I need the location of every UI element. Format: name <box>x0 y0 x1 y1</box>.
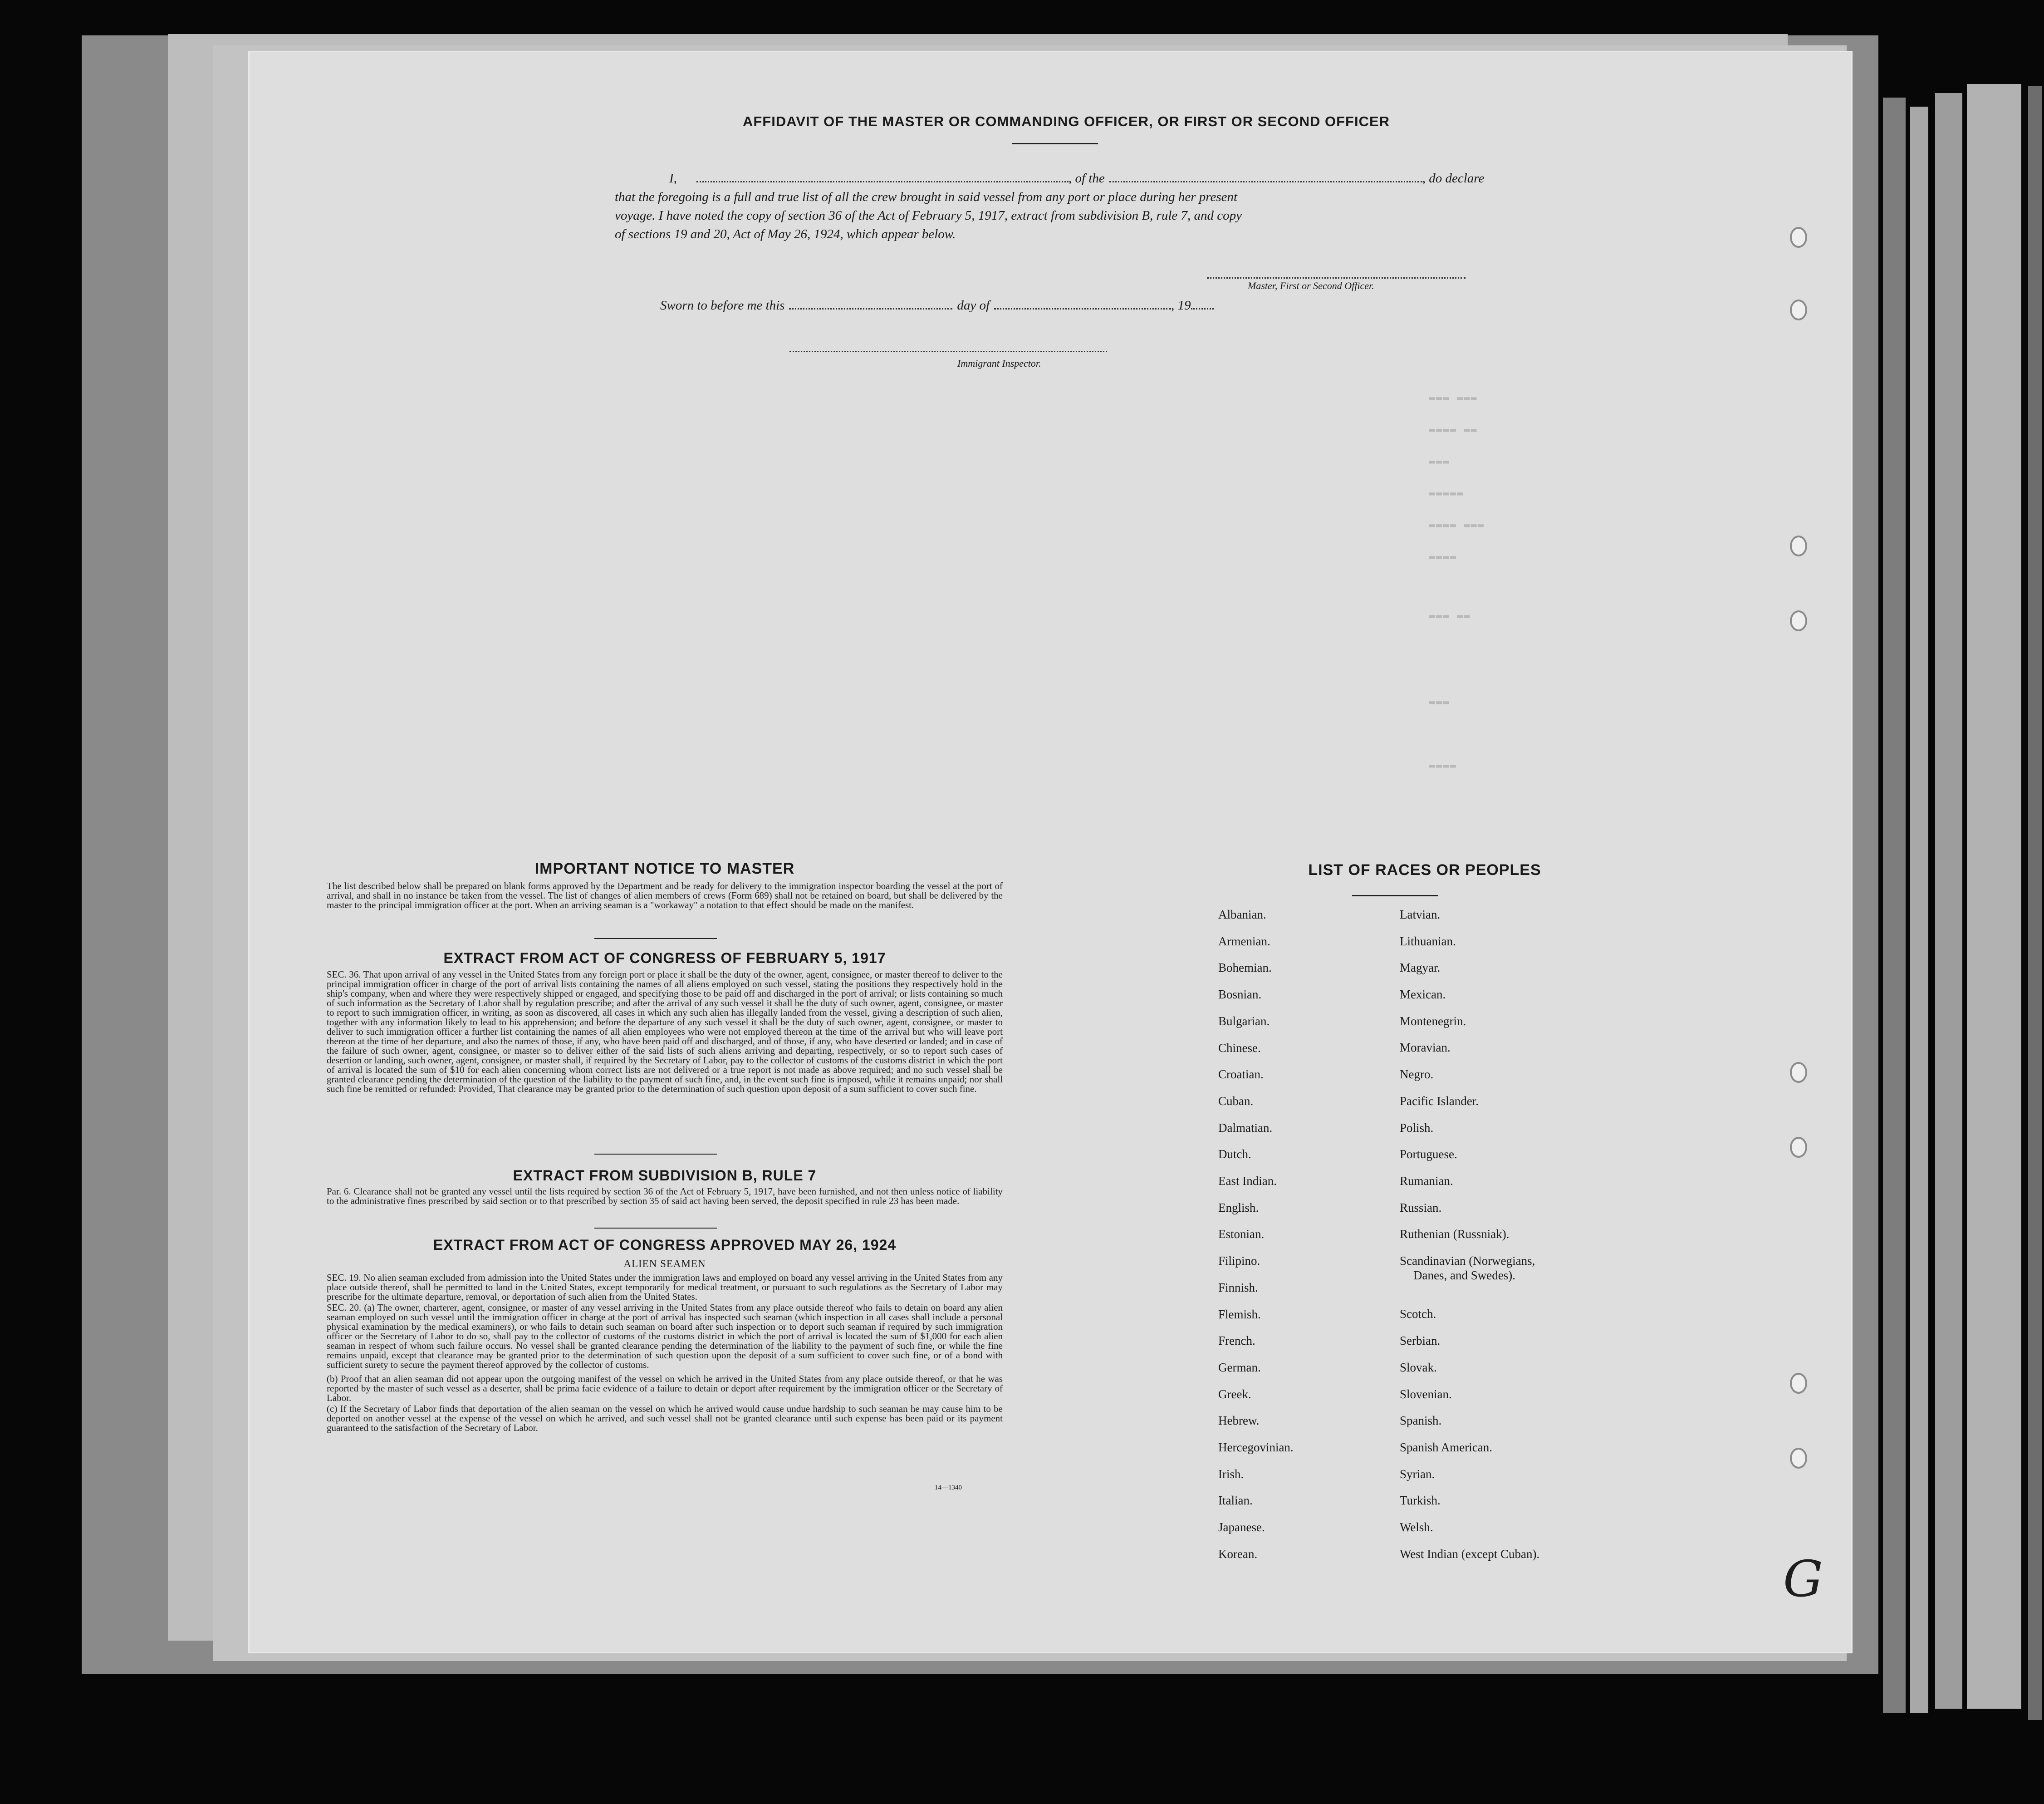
affidavit-of-the: , of the <box>1069 171 1105 186</box>
sworn-day-of: day of <box>957 298 990 313</box>
race-item: Lithuanian. <box>1400 934 1456 948</box>
punch-hole-icon <box>1790 1373 1807 1394</box>
master-signature-blank <box>1207 269 1466 279</box>
punch-hole-icon <box>1790 300 1807 320</box>
race-item: Finnish. <box>1218 1281 1258 1294</box>
punch-hole-icon <box>1790 227 1807 248</box>
race-item: Slovenian. <box>1400 1387 1452 1401</box>
race-item: Pacific Islander. <box>1400 1094 1479 1108</box>
race-item: Chinese. <box>1218 1041 1261 1055</box>
affidavit-title: AFFIDAVIT OF THE MASTER OR COMMANDING OFFICER, OR FIRST OR SECOND OFFICER <box>742 113 1390 129</box>
race-item: French. <box>1218 1334 1255 1347</box>
race-item: Montenegrin. <box>1400 1014 1466 1028</box>
race-item: Russian. <box>1400 1201 1442 1214</box>
subdivision-title: EXTRACT FROM SUBDIVISION B, RULE 7 <box>513 1167 817 1184</box>
extract-1924-title: EXTRACT FROM ACT OF CONGRESS APPROVED MAY 26, 1924 <box>433 1237 897 1253</box>
race-item: Irish. <box>1218 1467 1244 1481</box>
extract-1917-text: SEC. 36. That upon arrival of any vessel in the United States from any foreign port or place it shall be the duty of the owner, agent, consignee, or master thereof to deliver to the principal immigration officer in charge of the port of arrival lists containing the names of all aliens employed on such vessel, stating the positions they respectively hold in the ship's company, when and where they were respectively shipped or engaged, and specifying those to be paid off and discharged in the port of arrival; or lists containing so much of such information as the Secretary of Labor shall by regulation prescribe; and after the arrival of any such vessel it shall be the duty of such owner, agent, consignee, or master to report to such immigration officer, in writing, as soon as discovered, all cases in which any such alien has illegally landed from the vessel, giving a description of such alien, together with any information likely to lead to his apprehension; and before the departure of any such vessel it shall be the duty of such owner, agent, consignee, or master to deliver to such immigration officer a further list containing the names of all alien employees who were not employed thereon at the time of the arrival but who will leave port thereon at the time of her departure, and also the names of those, if any, who have been paid off and discharged, and of those, if any, who have deserted or landed; and in case of the failure of such owner, agent, consignee, or master so to deliver either of the said lists of such aliens arriving and departing, respectively, or so to report such cases of desertion or landing, such owner, agent, consignee, or master shall, if required by the Secretary of Labor, pay to the collector of customs of the customs district in which the port of arrival is located the sum of $10 for each alien concerning whom correct lists are not delivered or a true report is not made as above required; and no such vessel shall be granted clearance pending the determination of the question of the liability to the payment of such fine, and, in the event such fine is imposed, while it remains unpaid; nor shall such fine be remitted or refunded: Provided, That clearance may be granted prior to the determination of such question upon deposit of a sum sufficient to cover such fine. <box>327 969 1003 1094</box>
race-item: Dalmatian. <box>1218 1121 1273 1135</box>
bleed-through-mark: ▬▬▬ <box>1429 456 1450 467</box>
bleed-through-mark: ▬▬▬ ▬▬▬ <box>1429 393 1478 404</box>
binder-strip <box>2028 86 2042 1720</box>
bleed-through-mark: ▬▬▬▬ ▬▬▬ <box>1429 520 1485 531</box>
race-item: Cuban. <box>1218 1094 1254 1108</box>
section-rule <box>594 938 717 939</box>
form-number: 14—1340 <box>935 1484 962 1491</box>
document-page <box>250 52 1851 1652</box>
sec-20b-text: (b) Proof that an alien seaman did not appear upon the outgoing manifest of the vessel on which he arrived in the United States from any place outside thereof, or that he was reported by the master of such vessel as a deserter, shall be prima facie evidence of a failure to detain or deport after requirement by the immigration officer or the Secretary of Labor. <box>327 1373 1003 1403</box>
race-item: Ruthenian (Russniak). <box>1400 1227 1510 1241</box>
race-item: Polish. <box>1400 1121 1434 1135</box>
punch-hole-icon <box>1790 536 1807 556</box>
sec-19-text: SEC. 19. No alien seaman excluded from admission into the United States under the immigration laws and employed on board any vessel arriving in the United States from any place outside thereof, shall be permitted to land in the United States, except temporarily for medical treatment, or pursuant to such regulations as the Secretary of Labor may prescribe for the ultimate departure, removal, or deportation of such alien from the United States. <box>327 1272 1003 1302</box>
binder-strip <box>1935 93 1962 1709</box>
race-item: Moravian. <box>1400 1041 1451 1054</box>
race-item: Italian. <box>1218 1494 1253 1507</box>
bleed-through-mark: ▬▬▬▬ ▬▬ <box>1429 424 1478 436</box>
punch-hole-icon <box>1790 1448 1807 1469</box>
bleed-through-mark: ▬▬▬ ▬▬ <box>1429 610 1471 622</box>
extract-1917-title: EXTRACT FROM ACT OF CONGRESS OF FEBRUARY 5, 1917 <box>443 950 886 966</box>
notice-text: The list described below shall be prepared on blank forms approved by the Department and be ready for delivery to the immigration inspector boarding the vessel at the port of arrival, and shall in no instance be taken from the vessel. The list of changes of alien members of crews (Form 689) shall not be retained on board, but shall be delivered by the master to the principal immigration officer at the port. When an arriving seaman is a "workaway" a notation to that effect should be made on the manifest. <box>327 880 1003 910</box>
race-item: Rumanian. <box>1400 1174 1453 1188</box>
races-title: LIST OF RACES OR PEOPLES <box>1308 861 1541 879</box>
race-item: Filipino. <box>1218 1254 1260 1268</box>
race-item: Flemish. <box>1218 1308 1261 1321</box>
race-item: Hercegovinian. <box>1218 1440 1294 1454</box>
race-item: German. <box>1218 1361 1261 1374</box>
race-item: East Indian. <box>1218 1174 1277 1188</box>
bleed-through-mark: ▬▬▬ <box>1429 697 1450 708</box>
race-item: Hebrew. <box>1218 1414 1260 1427</box>
race-item: Negro. <box>1400 1067 1434 1081</box>
race-item: Bulgarian. <box>1218 1014 1270 1028</box>
bleed-through-mark: ▬▬▬▬▬ <box>1429 488 1464 499</box>
race-item: Syrian. <box>1400 1467 1435 1481</box>
race-item: Mexican. <box>1400 988 1446 1001</box>
race-item: Turkish. <box>1400 1494 1441 1507</box>
sec-20c-text: (c) If the Secretary of Labor finds that deportation of the alien seaman on the vessel on which he arrived would cause undue hardship to such seaman he may cause him to be deported on another vessel at the expense of the vessel on which he arrived, and such vessel shall not be granted clearance until such expense has been paid or its payment guaranteed to the satisfaction of the Secretary of Labor. <box>327 1403 1003 1433</box>
title-rule <box>1012 143 1098 144</box>
affidavit-i: I, <box>669 171 677 186</box>
subdivision-text: Par. 6. Clearance shall not be granted any vessel until the lists required by section 36 of the Act of February 5, 1917, have been furnished, and not then unless notice of liability to the administrative fines prescribed by said section or to that prescribed by section 35 of said act having been served, the deposit specified in rule 23 has been made. <box>327 1186 1003 1206</box>
inspector-signature-blank <box>789 343 1107 352</box>
race-item: Dutch. <box>1218 1147 1251 1161</box>
race-item: Estonian. <box>1218 1227 1265 1241</box>
day-blank <box>789 300 952 310</box>
bleed-through-mark: ▬▬▬▬ <box>1429 551 1457 563</box>
affidavit-line-3: voyage. I have noted the copy of section 36 of the Act of February 5, 1917, extract from subdivision B, rule 7, and copy <box>615 208 1242 223</box>
race-item: Korean. <box>1218 1547 1258 1561</box>
race-item: Welsh. <box>1400 1520 1433 1534</box>
race-item: Magyar. <box>1400 961 1441 974</box>
race-item: Spanish. <box>1400 1414 1442 1427</box>
affidavit-line-2: that the foregoing is a full and true list of all the crew brought in said vessel from any port or place during her present <box>615 190 1238 204</box>
races-title-rule <box>1352 895 1438 896</box>
race-item: Portuguese. <box>1400 1147 1457 1161</box>
race-item: Japanese. <box>1218 1520 1265 1534</box>
sworn-year: , 19 <box>1171 298 1191 313</box>
race-item: Bosnian. <box>1218 988 1262 1001</box>
month-blank <box>994 300 1171 310</box>
master-caption: Master, First or Second Officer. <box>1248 280 1374 291</box>
affidavit-line-4: of sections 19 and 20, Act of May 26, 1924, which appear below. <box>615 227 956 241</box>
handwritten-mark: G <box>1783 1550 1823 1608</box>
race-item: Latvian. <box>1400 908 1441 921</box>
notice-title: IMPORTANT NOTICE TO MASTER <box>534 860 795 877</box>
bleed-through-mark: ▬▬▬▬ <box>1429 760 1457 772</box>
binder-strip <box>1883 98 1906 1713</box>
name-blank <box>696 173 1069 182</box>
binder-strip <box>1967 84 2021 1709</box>
race-item: Croatian. <box>1218 1067 1264 1081</box>
race-item: West Indian (except Cuban). <box>1400 1547 1540 1561</box>
race-item: English. <box>1218 1201 1259 1214</box>
race-item: Serbian. <box>1400 1334 1441 1347</box>
race-item: Greek. <box>1218 1387 1251 1401</box>
sworn-text: Sworn to before me this <box>660 298 785 313</box>
section-rule <box>594 1154 717 1155</box>
year-blank <box>1191 300 1214 310</box>
section-rule <box>594 1228 717 1229</box>
extract-1924-subtitle: ALIEN SEAMEN <box>623 1258 706 1269</box>
race-item: Bohemian. <box>1218 961 1272 974</box>
race-item: Slovak. <box>1400 1361 1437 1374</box>
affidavit-do-declare: , do declare <box>1422 171 1485 186</box>
punch-hole-icon <box>1790 1062 1807 1083</box>
sec-20a-text: SEC. 20. (a) The owner, charterer, agent, consignee, or master of any vessel arriving in the United States from any place outside thereof who fails to detain on board any alien seaman employed on such vessel until the immigration officer in charge at the port of arrival has inspected such seaman (which inspection in all cases shall include a personal physical examination by the medical examiners), or who fails to detain such seaman on board after such inspection or to deport such seaman if required by such immigration officer or the Secretary of Labor to do so, shall pay to the collector of customs of the customs district in which the port of arrival is located the sum of $1,000 for each alien seaman in respect of whom such failure occurs. No vessel shall be granted clearance pending the determination of the liability to the payment of such fine, or while the fine remains unpaid, except that clearance may be granted prior to the determination of such question upon the deposit of a sum sufficient to cover such fine, or of a bond with sufficient surety to secure the payment thereof approved by the collector of customs. <box>327 1302 1003 1370</box>
affidavit-line-1 <box>669 171 1758 186</box>
race-item: Danes, and Swedes). <box>1413 1268 1515 1282</box>
race-item: Scotch. <box>1400 1307 1436 1321</box>
race-item: Armenian. <box>1218 934 1270 948</box>
sworn-line <box>660 298 1522 313</box>
race-item: Spanish American. <box>1400 1440 1492 1454</box>
inspector-caption: Immigrant Inspector. <box>957 358 1041 369</box>
binder-strip <box>1910 107 1928 1713</box>
race-item: Albanian. <box>1218 908 1266 921</box>
vessel-blank <box>1109 173 1422 182</box>
punch-hole-icon <box>1790 610 1807 631</box>
punch-hole-icon <box>1790 1137 1807 1158</box>
race-item: Scandinavian (Norwegians, <box>1400 1254 1535 1268</box>
